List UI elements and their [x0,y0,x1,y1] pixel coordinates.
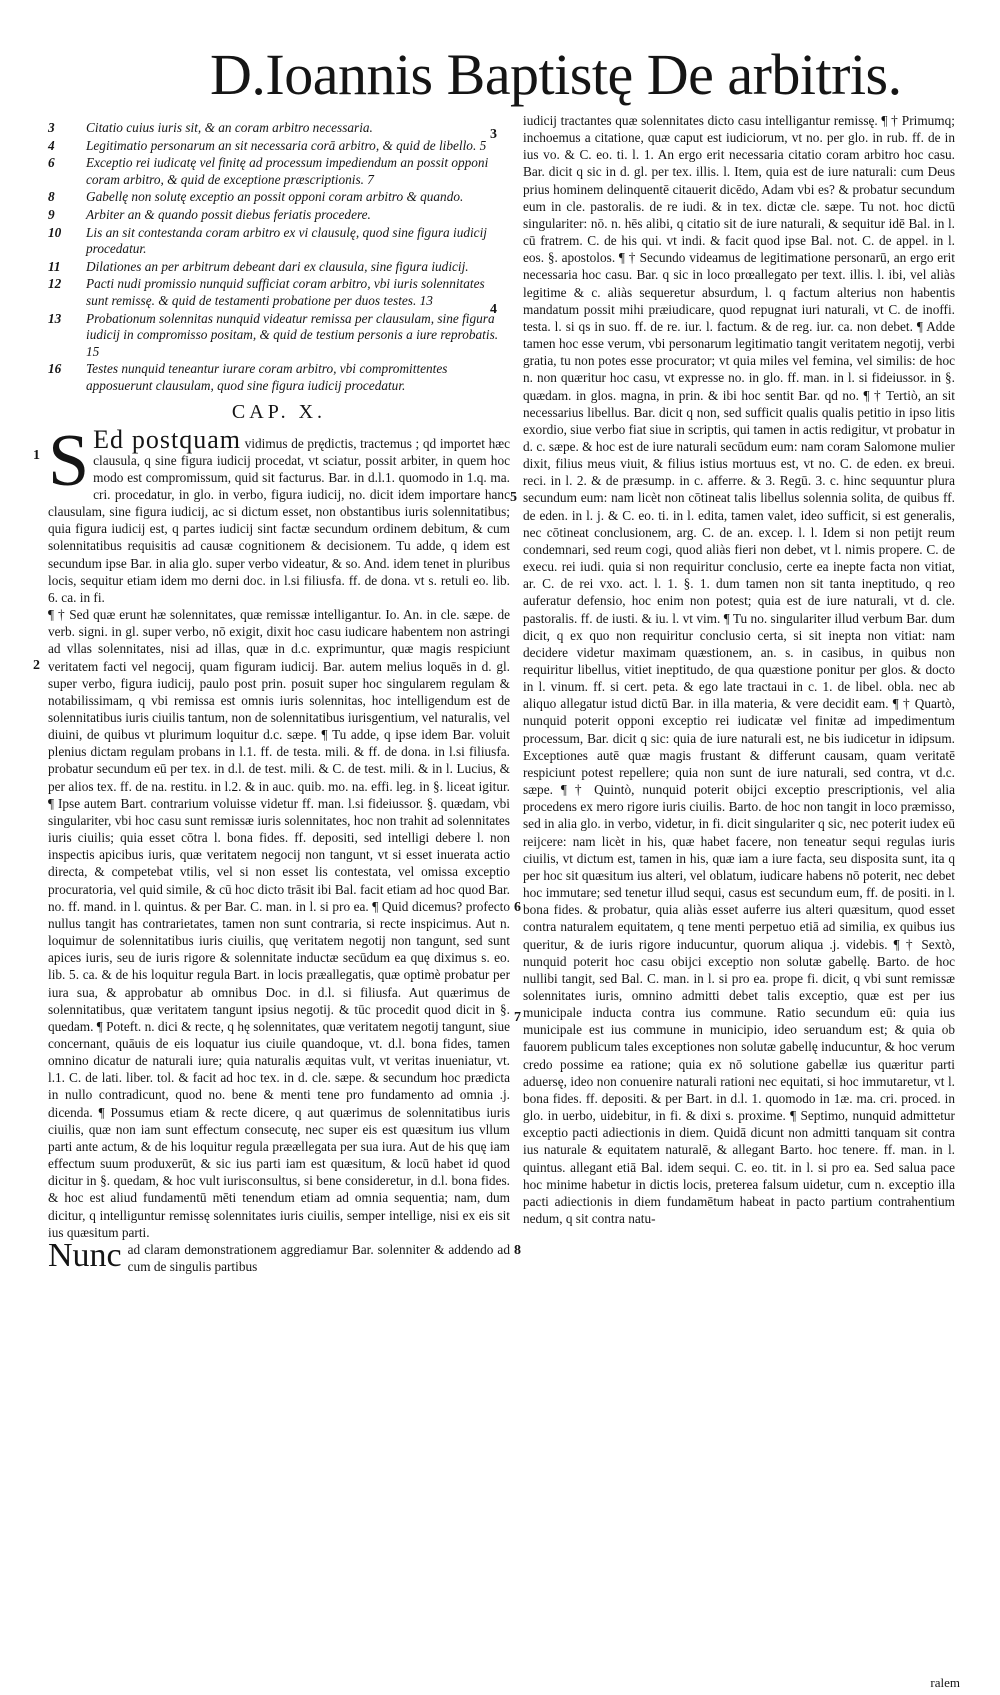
summary-text: Citatio cuius iuris sit, & an coram arbitro necessaria. [86,120,373,135]
chapter-summary [48,120,510,395]
margin-number: 1 [33,448,40,463]
summary-text: Probationum solennitas nunquid videatur remissa per clausulam, sine figura iudicij in compromisso positam, & quid de testium personis a iure reprobatis. 15 [86,310,499,359]
summary-text: Lis an sit contestanda coram arbitro ex vi clausulę, quod sine figura iudicij procedatur. [86,224,487,257]
summary-number: 3 [48,120,55,135]
margin-number: 4 [490,302,497,317]
running-title: D.Ioannis Baptistę De arbitris. [210,42,902,107]
summary-item [48,207,510,224]
summary-number: 6 [48,155,55,171]
summary-number: 4 [48,137,55,153]
paragraph-3 [48,1236,510,1275]
margin-number: 7 [514,1010,521,1025]
left-column [48,120,510,1275]
paragraph-1-text: vidimus de prędictis, tractemus ; qd importet hæc clausula, q sine figura iudicij procedat, vt sciatur, possit arbiter, in quem hoc modo est compromissum, quid sit facturus. Bar. in d.l.1. quomodo in 1.q. ma. cri. procedatur, in glo. in verbo, figura iudicij, no. dicit idem importare hanc clausulam, sine figura iudicij, ac si dictum esset, non obstantibus iuris solennitatibus; quia figura iudicij est, q partes iudicij sint factæ secundum ordinem debitum, & cum solennitatibus requisitis ad causæ cognitionem & decisionem. Tu adde, q idem est secundum ipse Bar. in alia glo. super verbo videatur, & so. And. idem tenet in pluribus locis, sequitur etiam idem mo derni doc. in l.si filiusfa. ff. de dona. vt s. retuli eo. lib. 6. ca. in fi. [48,435,510,605]
right-column [523,112,955,1227]
drop-capital: S [48,419,90,502]
paragraph-1 [48,419,510,607]
right-body-text: iudicij tractantes quæ solennitates dicto casu intelligantur remissę. ¶ † Primumq; inchoemus a citatione, quæ caput est iudiciorum, vt no. per glo. in rub. ff. de in ius vo. & C. eo. ti. l. 1. An ergo erit necessaria citatio coram arbitro hoc casu. Bar. dicit q sic in d. gl. per tex. illis. l. Item, quia est de iure naturali: cum Deus prius hominem delinquentē citauerit dicēdo, Adam vbi es? & probatur secundum eum in cle. pastoralis. de re iudi. & in tex. dictæ cle. sæpe. Tu not. hoc dictū singulariter: nō. n. hēs alibi, q citatio sit de iure naturali, & sequitur idē Bal. in l. cū fratrem. C. de his qui. vt indi. & facit quod ipse Bal. not. C. de appel. in l. eos. §. apostolos. ¶ † Secundo videamus de legitimatione personarū, an ergo erit necessaria hoc casu. Bar. q sic in loco prœallegato per text. illis. l. ibi, vel aliàs legitime & c. aliàs sequeretur absurdum, l. q factum alterius non habentis mandatum possit mihi præiudicare, quod repugnat iuri naturali, vt C. de inoffi. testa. l. si qs in suo. ff. de re. iur. l. factum. & de reg. iur. ca. non debet. ¶ Adde tamen hoc esse verum, vbi personarum legitimatio tangit veritatem negotij, verbi gratia, tu non potes esse procurator; vt quia miles vel femina, vel similis: de hoc n. non quæritur hoc casu, vt expresse no. in glo. ff. man. in l. si fideiussor. in §. quædam. in glos. magna, in prin. & ibi hoc sentit Bar. qd no. ¶ † Tertiò, an sit necessarius libellus. Bar. dicit q non, sed sufficit qualis qualis petitio in ipso litis exordio, siue verbo fiat siue in scriptis, qui tamen in actis redigitur, vt probatur in d. c. sæpe. & hoc est de iure naturali secūdum eum: nam coram Salomone mulier dixit, filius meus viuit, & filius istius mortuus est, vt no. C. de eden. ex breui. reci. in l. 2. & de præsump. in c. afferre. & 3. Regū. 3. c. hinc sequuntur plura secundum eum: nam licèt non cōtineat talis libellus solennia solita, de quibus ff. de eden. in l. j. & C. eo. ti. in l. edita, tamen valet, ideo sufficit, si est generalis, nec cōtineat conclusionem, arg. C. de an. excep. l. l. Idem si non petijt reum condemnari, sed reum cogi, quod aliàs fieri non debet, vt l. nimis propere. C. de execu. rei iudi. quia si non requiritur conclusio, certe ea inepte facta non vitiat, ar. C. de rei vxo. act. l. 1. §. 1. dum tamen non sit tanta ineptitudo, q reo auferatur defensio, hoc enim non potest; quia est de iure naturali, vt d. cle. pastoralis. ff. de iusti. & iu. l. vt vim. ¶ Tu no. singulariter illud verbum Bar. dum dicit, q ex quo non requiritur conclusio certa, si sit inepta non vitiat: nam decidere videtur maximam quæstionem, an. s. in casibus, in quibus non requiritur libellus, vitiet ineptitudo, de qua quæstione ponitur per glos. & docto in l. vinum. ff. si cert. peta. & ego late tractaui in c. 1. de libel. obla. nec ab aliquo allegatur istud dictū Bar. in illa materia, & vere decidit eam. ¶ † Quartò, nunquid poterit opponi exceptio rei iudicatæ vel finitæ ad impedimentum processum, Bar. dicit q sic: quia de iure naturali est, ne bis iudicetur in idipsum. Exceptiones autē quæ magis frustant & differunt causam, quam veritatē respiciunt potest repellere; quia non sunt de iure naturali, sed contra, vt d.c. sæpe. ¶ † Quintò, nunquid poterit obijci exceptio prescriptionis, vel alia procedens ex mero rigore iuris ciuilis. Barto. de hoc non tangit in loco præmisso, sed in alia glo. in verbo, videtur, in fi. dicit singulariter q sic, nec poterit iudex eū reijcere: nam licèt in his, quæ habet facere, non teneatur sequi regulas iuris ciuilis, vt dictum est, tamen in his, quæ iam a iure facta, seu disposita sunt, ita q per hoc sit quæsitum ius alteri, vel oblatum, iudicare habens nō poterit, nec debet hoc immutare; sed tenetur illud sequi, casus est secundum eum, ff. de positi. in l. bona fides. & probatur, quia aliàs esset auferre ius alteri quæsitum, quod esset contra naturalem equitatem, q tene menti perpetuo etiā ad similia, ex quibus ius queritur, & de iuris rigore inducuntur, quorum aliqua .j. videbis. ¶ † Sextò, nunquid poterit hoc casu obijci exceptio non solutæ gabellę. Barto. de hoc nullibi tangit, sed Bal. C. man. in l. si pro ea. prope fi. dicit, q vbi sunt remissæ solennitates iuris, omnino admitti debet talis exceptio, quæ est per ius municipale inducta contra ius commune. Ratio secundum eū: quia ius municipale est ius commune in municipio, ideo seruandum est; & quia ob fauorem publicum tales exceptiones non solutæ gabellę inducuntur, & hoc verum credo possime ea ratione; quia ex nō solutione gabellæ ius quæritur parti aduersę, ideo non conuenire naturali rationi nec equitati, si hoc immutaretur, vt l. bona fides. ff. depositi. & per Bart. in d.l. 1. quomodo in 1æ. ma. cri. proced. in glo. in uerbo, uidebitur, in fi. & dixi s. proxime. ¶ Septimo, nunquid admittetur exceptio pacti adiectionis in diem. Quidā dicunt non admitti tanquam sit contra ius naturale & equitatem naturalē, & allegant Barto. hoc tenere. ff. man. in l. quintus. allegant etiā Bal. idem sequi. C. eo. tit. in l. si pro ea. Sed salua pace hoc minime habetur in dictis locis, preterea falsum uidetur, cum n. exceptio illa pacti adiectionis in diem fundamētum habeat in pacto partium contrahentium nedum, q sit contra natu- [523,113,955,1226]
margin-number: 3 [490,127,497,142]
summary-item [48,138,510,155]
catchword: ralem [930,1675,960,1690]
summary-number: 12 [48,276,62,292]
summary-item [48,259,510,276]
summary-text: Testes nunquid teneantur iurare coram arbitro, vbi compromittentes apposuerunt clausulam, quod sine figura iudicij procedatur. [86,361,448,393]
summary-item [48,276,510,309]
margin-number: 6 [514,900,521,915]
margin-number: 8 [514,1243,521,1258]
summary-item [48,311,510,361]
summary-number: 9 [48,206,55,222]
summary-number: 10 [48,224,62,240]
summary-text: Gabellę non solutę exceptio an possit opponi coram arbitro & quando. [86,189,464,205]
nunc-initial: Nunc [48,1236,122,1274]
paragraph-3-text: ad claram demonstrationem aggrediamur Bar. solenniter & addendo ad cum de singulis partibus [127,1241,510,1274]
summary-number: 11 [48,258,61,274]
summary-number: 13 [48,310,62,326]
summary-item [48,189,510,206]
lead-words: Ed postquam [93,424,241,454]
summary-item [48,120,510,137]
summary-text: Dilationes an per arbitrum debeant dari ex clausula, sine figura iudicij. [86,258,469,274]
chapter-heading: CAP. X. [231,400,327,423]
margin-number: 2 [33,658,40,673]
summary-text: Pacti nudi promissio nunquid sufficiat coram arbitro, vbi iuris solennitates sunt remissę. & quid de testamenti probatione per duos testes. 13 [86,276,485,308]
summary-item [48,361,510,394]
margin-number: 5 [510,490,517,505]
left-body-text [48,419,511,1276]
summary-text: Legitimatio personarum an sit necessaria corā arbitro, & quid de libello. 5 [86,137,487,153]
summary-number: 16 [48,361,62,377]
paragraph-2: ¶ † Sed quæ erunt hæ solennitates, quæ remissæ intelligantur. Io. An. in cle. sæpe. de verb. signi. in gl. super verbo, nō exigit, dixit hoc casu iudicare habentem non astringi ad vllas solennitates, nisi ad illas, quæ in d.c. exprimuntur, quæ magis respiciunt veritatem facti vel negocij, quam figuram iudicij. Bar. autem melius loquēs in d. gl. super verbo, figura iudicij, paulo post prin. posuit super hoc singularem regulam & notabilissimam, q vbi remissa est omnis iuris solennitas, hoc intelligendum est de solennitatibus iuris ciuilis tantum, non de solennitatibus iurisgentium, vel naturalis, vel diuini, de quibus vt plurimum loquitur d.c. sæpe. ¶ Tu adde, q ipse idem Bar. voluit plenius dictam regulam probans in l.1. ff. de testa. mili. & ff. de dona. in l.si filiusfa. probatur secundum eū per tex. in d.l. de test. mili. & C. de test. mili. & in l. Lucius, & per alios tex. ff. de na. restitu. in l.2. & in auc. quib. mo. na. effi. leg. in §. liceat igitur. ¶ Ipse autem Bart. contrarium voluisse videtur ff. man. l.si fideiussor. §. quædam, vbi singulariter, vbi hoc casu sunt remissæ iuris solennitates, hoc non trahit ad solennitates iuris ciuilis; quia esset cōtra l. bona fides. ff. depositi, sed intelligi debere l. non inspectis apicibus iuris, quæ veritatem negocij non tangunt, vt si esset inuerata actio directa, & competebat vtilis, vel si non esset lis contestata, vel omissa exceptio procuratoria, vel quid simile, & cū hoc dicto trāsit ibi Bal. facit etiam ad hoc quod Bar. no. ff. mand. in l. quintus. & per Bar. C. man. in l. si pro ea. ¶ Quid dicemus? profecto nullus tangit has contrarietates, tamen non sunt contraria, si recte inspicimus. Aut n. loquimur de solennitatibus iuris ciuilis, quę veritatem negotij non tangunt, sed sunt apices iuris, seu de iuris rigore & solennitate inductæ secūdum ea quę diximus s. eo. lib. 5. ca. & de his loquitur regula Bart. in locis præallegatis, quæ optimè probatur per iura sua, & approbatur ab omnibus Doc. in d.l. si filiusfa. Aut quærimus de solennitatibus, quæ veritatem tangunt ipsius negotij. & tūc procedit quod dicit in §. quedam. ¶ Poteft. n. dici & recte, q hę solennitates, quæ veritatem negotij tangunt, siue concernant, quāuis de eis loquatur ius ciuile quandoque, vt. d.l. bona fides, tamen omnino dicatur de naturali iure; quia naturalis æquitas vult, vt veritas inueniatur, vt. l.1. C. de lati. liber. tol. & facit ad hoc tex. in d. cle. sæpe. & secundum hoc prædicta in nullo contradicunt, quod no. bene & menti tene pro fundamento ad omnia .j. dicenda. ¶ Possumus etiam & recte dicere, q aut quærimus de solennitatibus iuris ciuilis, quæ non iam sunt effectum consecutę, nec super eis est quæsitum ius vllum parti ante actum, & de his loquitur regula præællegata per sua iura. Aut de his quę iam effectum suum produxerūt, & sic ius parti iam est quæsitum, & locū habet id quod dicitur in §. quedam, & hoc vult iurisconsultus, si bene consideretur, in d.l. bona fides. & hoc est aliud fundamentū mēti tenendum etiam ad omnia sequentia; nam, dum dicitur, q intelliguntur remissę solennitates iuris ciuilis, semper intellige, nisi ex eis sit ius quæsitum parti. [48,607,511,1240]
summary-item [48,225,510,258]
summary-item [48,155,510,188]
summary-text: Arbiter an & quando possit diebus feriatis procedere. [86,206,371,222]
summary-number: 8 [48,189,55,205]
summary-text: Exceptio rei iudicatę vel finitę ad processum impediendum an possit opponi coram arbitro, & quid de exceptione præscriptionis. 7 [86,155,489,187]
